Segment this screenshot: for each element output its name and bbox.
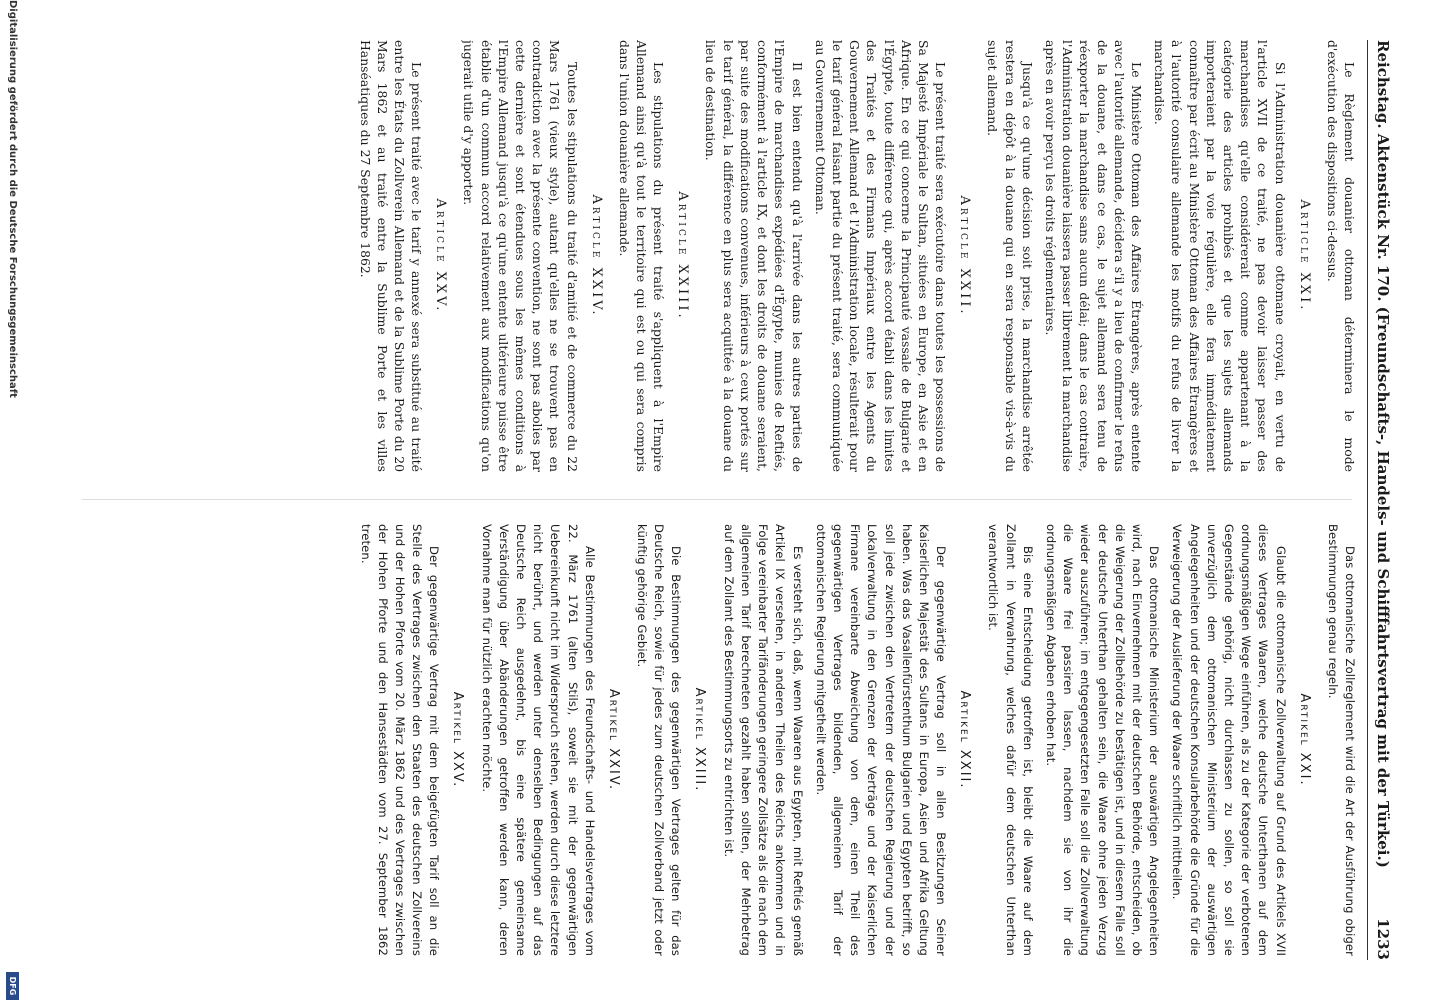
paragraph: Der gegenwärtige Vertrag soll in allen Besitzungen Seiner Kaiserlichen Majestät des Sultans in Europa, Asien und Afrika Geltung haben. Was das Vasallenfürstenthum Bulgarien und Egypten betrifft, so soll jede zwischen den Vertretern der deutschen Regierung und der Lokalverwaltung in den Grenzen der Verträge und der Kaiserlichen Firmane vereinbarte Abweichung von dem, einen Theil des gegenwärtigen Vertrages bildenden, allgemeinen Tarif der ottomanischen Regierung mitgetheilt werden. <box>813 524 949 956</box>
article-heading: Artikel XXII. <box>957 690 973 790</box>
paragraph: Le présent traité avec le tarif y annexé sera substitué au traité entre les États du Zollverein Allemand et de la Sublime Porte du 20 Mars 1862 et au traité entre la Sublime Porte et les villes Hanséatiques du 27 Septembre 1862. <box>357 40 425 472</box>
paragraph: Das ottomanische Zollreglement wird die Art der Ausführung obiger Bestimmungen genau regeln. <box>1325 524 1357 956</box>
paragraph: Le présent traité sera exécutoire dans toutes les possessions de Sa Majesté Impériale le Sultan, situées en Europe, en Asie et en Afrique. En ce qui concerne la Principauté vassale de Bulgarie et l'Égypte, toute différence qui, après accord établi dans les limites des Traités et des Firmans Impériaux entre les Agents du Gouvernement Allemand et l'Administration locale, résulterait pour le tarif général faisant partie du présent traité, sera communiquée au Gouvernement Ottoman. <box>812 40 949 472</box>
column-divider <box>82 499 1352 500</box>
paragraph: Der gegenwärtige Vertrag mit dem beigefügten Tarif soll an die Stelle des Vertrages zwischen den Staaten des deutschen Zollvereins und der Hohen Pforte vom 20. März 1862 und des Vertrages zwischen der Hohen Pforte und den Hansestädten vom 27. September 1862 treten. <box>358 524 442 956</box>
paragraph: Il est bien entendu qu'à l'arrivée dans les autres parties de l'Empire de marchandises expédiées d'Égypte, munies de Reftiés, conformément à l'article IX, et dont les droits de douane seraient, par suite des modifications convenues, inférieurs à ceux portés sur le tarif général, la différence en plus sera acquittée à la douane du lieu de destination. <box>703 40 805 472</box>
running-head-title: Reichstag. Aktenstück Nr. 170. (Freundschafts-, Handels- und Schifffahrtsvertrag mit der Türkei.) <box>1374 40 1392 868</box>
paragraph: Jusqu'à ce qu'une décision soit prise, la marchandise arrêtée restera en dépôt à la douane qui en sera responsable vis-à-vis du sujet allemand. <box>985 40 1035 472</box>
article-heading: Artikel XXIV. <box>605 688 621 792</box>
french-column <box>68 40 1358 472</box>
running-head <box>1370 40 1396 960</box>
article-heading: Article XXV. <box>433 198 449 314</box>
article-heading: Article XXI. <box>1296 199 1312 313</box>
paragraph: Glaubt die ottomanische Zollverwaltung auf Grund des Artikels XVII dieses Vertrages Waaren, welche deutsche Unterthanen auf dem ordnungsmäßigen Wege einführen, als zu der Kategorie der verbotenen Gegenstände gehörig, nicht durchlassen zu sollen, so soll sie unverzüglich dem ottomanischen Ministerium der auswärtigen Angelegenheiten und der deutschen Konsularbehörde die Gründe für die Verweigerung der Auslieferung der Waare schriftlich mittheilen. <box>1170 524 1288 956</box>
paragraph: Bis eine Entscheidung getroffen ist, bleibt die Waare auf dem Zollamt in Verwahrung, welches dafür dem deutschen Unterthan verantwortlich ist. <box>986 524 1035 956</box>
paragraph: Das ottomanische Ministerium der auswärtigen Angelegenheiten wird, nach Einvernehmen mit der deutschen Behörde, entscheiden, ob die Weigerung der Zollbehörde zu bestätigen ist, und in diesem Falle soll der deutsche Unterthan gehalten sein, die Waare ohne jeden Verzug wieder auszuführen; im entgegengesetzten Falle soll die Zollverwaltung die Waare frei passiren lassen, nachdem sie von ihr die ordnungsmäßigen Abgaben erhoben hat. <box>1043 524 1162 956</box>
credit-text: Digitalisierung gefördert durch die Deutsche Forschungsgemeinschaft <box>7 0 18 398</box>
article-heading: Article XXIV. <box>588 194 604 318</box>
paragraph: Alle Bestimmungen des Freundschafts- und Handelsvertrages vom 22. März 1761 (alten Stils), soweit sie mit der gegenwärtigen Uebereinkunft nicht im Widerspruch stehen, werden durch diese letztere nicht berührt, und werden unter denselben Bedingungen auf das Deutsche Reich ausgedehnt, bis eine spätere gemeinsame Verständigung über Abänderungen getroffen werden kann, deren Vornahme man für nützlich erachten möchte. <box>479 524 597 956</box>
paragraph: Es versteht sich, daß, wenn Waaren aus Egypten, mit Reftiés gemäß Artikel IX versehen, in anderen Theilen des Reichs ankommen und in Folge vereinbarter Tarifänderungen geringere Zollsätze als die nach dem allgemeinen Tarif berechneten gezahlt haben sollten, der Mehrbetrag auf dem Zollamt des Bestimmungsorts zu entrichten ist. <box>721 524 805 956</box>
article-heading: Artikel XXV. <box>450 691 466 789</box>
paragraph: Le Ministère Ottoman des Affaires Étrangères, après entente avec l'autorité allemande, décidera s'il y a lieu de confirmer le refus de la douane, et dans ce cas, le sujet allemand sera tenu de réexporter la marchandise sans aucun délai; dans le cas contraire, l'Administration douanière laissera passer librement la marchandise après en avoir perçu les droits réglementaires. <box>1042 40 1144 472</box>
paragraph: Si l'Administration douanière ottomane croyait, en vertu de l'article XVII de ce traité, ne pas devoir laisser passer des marchandises qu'elle considérerait comme appartenant à la catégorie des articles prohibés et que les sujets allemands importeraient par la voie régulière, elle fera immédiatement connaître par écrit au Ministère Ottoman des Affaires Étrangères et à l'autorité consulaire allemande les motifs du refus de livrer la marchandise. <box>1152 40 1288 472</box>
dfg-logo-icon: DFG <box>6 972 19 1000</box>
article-heading: Article XXII. <box>957 195 973 317</box>
article-heading: Article XXIII. <box>675 191 691 321</box>
article-heading: Artikel XXIII. <box>692 687 708 793</box>
article-heading: Artikel XXI. <box>1296 693 1312 787</box>
paragraph: Toutes les stipulations du traité d'amitié et de commerce du 22 Mars 1761 (vieux style), autant qu'elles ne se trouvent pas en contradiction avec la présente convention, ne sont pas abolies par cette dernière et sont étendues sous les mêmes conditions à l'Empire Allemand jusqu'à ce qu'une entente ultérieure puisse être établie d'un commun accord relativement aux modifications qu'on jugerait utile d'y apporter. <box>461 40 580 472</box>
digitization-credit <box>4 0 20 1000</box>
page-number: 1233 <box>1374 918 1392 960</box>
paragraph: Die Bestimmungen des gegenwärtigen Vertrages gelten für das Deutsche Reich, sowie für jedes zum deutschen Zollverband jetzt oder künftig gehörige Gebiet. <box>635 524 684 956</box>
header-rule <box>1367 40 1368 960</box>
german-column <box>68 524 1358 956</box>
paragraph: Les stipulations du présent traité s'appliquent à l'Empire Allemand ainsi qu'à tout le territoire qui est ou qui sera compris dans l'union douanière allemande. <box>616 40 667 472</box>
paragraph: Le Règlement douanier ottoman déterminera le mode d'exécution des dispositions ci-dessus. <box>1324 40 1357 472</box>
